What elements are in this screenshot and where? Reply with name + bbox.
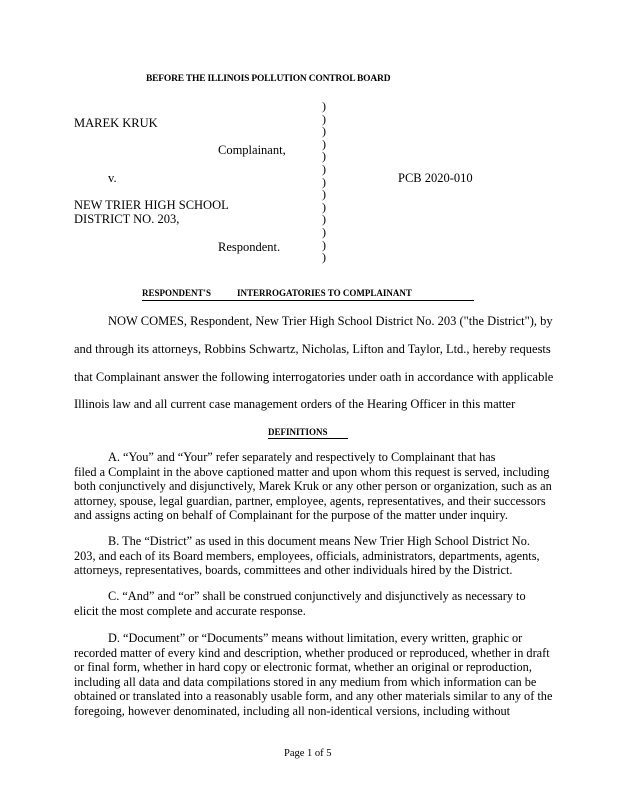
document-title-part-2: INTERROGATORIES TO COMPLAINANT	[237, 288, 412, 298]
intro-line-3: that Complainant answer the following interrogatories under oath in accordance with applicable	[74, 370, 554, 384]
definition-b-line: attorneys, representatives, boards, committees and other individuals hired by the District.	[74, 563, 513, 577]
case-number: PCB 2020-010	[398, 171, 473, 185]
definition-b-line: B. The “District” as used in this document means New Trier High School District No.	[108, 534, 530, 548]
caption-parentheses: ) ) ) ) ) ) ) ) ) ) ) ) )	[322, 99, 326, 265]
definition-b-line: 203, and each of its Board members, employees, officials, administrators, departments, agents,	[74, 548, 540, 563]
board-heading: BEFORE THE ILLINOIS POLLUTION CONTROL BOARD	[146, 74, 391, 84]
definition-d-line: foregoing, however denominated, including all non-identical versions, including without	[74, 703, 511, 718]
document-title-part-1: RESPONDENT'S	[142, 288, 212, 298]
definition-c-line: C. “And” and “or” shall be construed conjunctively and disjunctively as necessary to	[108, 589, 526, 603]
definition-a-line: A. “You” and “Your” refer separately and respectively to Complainant that has	[108, 450, 496, 464]
definition-d-line: or final form, whether in hard copy or electronic format, whether an original or reproduction,	[74, 660, 532, 674]
definition-a-line: and assigns acting on behalf of Complainant for the purpose of the matter under inquiry.	[74, 508, 508, 522]
definition-a-line: filed a Complaint in the above captioned matter and upon whom this request is served, including	[74, 464, 550, 479]
definition-d-line: including all data and data compilations stored in any medium from which information can be	[74, 674, 537, 689]
intro-line-1: NOW COMES, Respondent, New Trier High School District No. 203 ("the District"), by	[108, 314, 553, 328]
complainant-name: MAREK KRUK	[74, 116, 158, 130]
definition-c-line: elicit the most complete and accurate response.	[74, 603, 306, 618]
definition-d-line: D. “Document” or “Documents” means without limitation, every written, graphic or	[108, 631, 523, 645]
definition-a	[74, 450, 574, 523]
page-number: Page 1 of 5	[284, 748, 332, 759]
definition-c	[74, 589, 574, 618]
definition-a-line: attorney, spouse, legal guardian, partner, employee, agents, representatives, and their successors	[74, 493, 546, 508]
definition-a-line: both conjunctively and disjunctively, Marek Kruk or any other person or organization, such as an	[74, 479, 552, 493]
intro-line-2: and through its attorneys, Robbins Schwartz, Nicholas, Lifton and Taylor, Ltd., hereby requests	[74, 342, 551, 356]
versus-label: v.	[108, 171, 117, 185]
respondent-label: Respondent.	[218, 240, 281, 254]
respondent-line-2: DISTRICT NO. 203,	[74, 212, 180, 226]
intro-line-4: Illinois law and all current case management orders of the Hearing Officer in this matter	[74, 397, 516, 411]
complainant-label: Complainant,	[218, 143, 286, 157]
definition-d	[74, 631, 574, 718]
definition-d-line: obtained or translated into a reasonably usable form, and any other materials similar to any of the	[74, 689, 553, 703]
definition-d-line: recorded matter of every kind and description, whether produced or reproduced, whether in draft	[74, 645, 550, 660]
definitions-heading: DEFINITIONS	[268, 427, 348, 439]
definition-b	[74, 534, 574, 578]
document-title	[142, 288, 474, 301]
respondent-line-1: NEW TRIER HIGH SCHOOL	[74, 198, 229, 212]
